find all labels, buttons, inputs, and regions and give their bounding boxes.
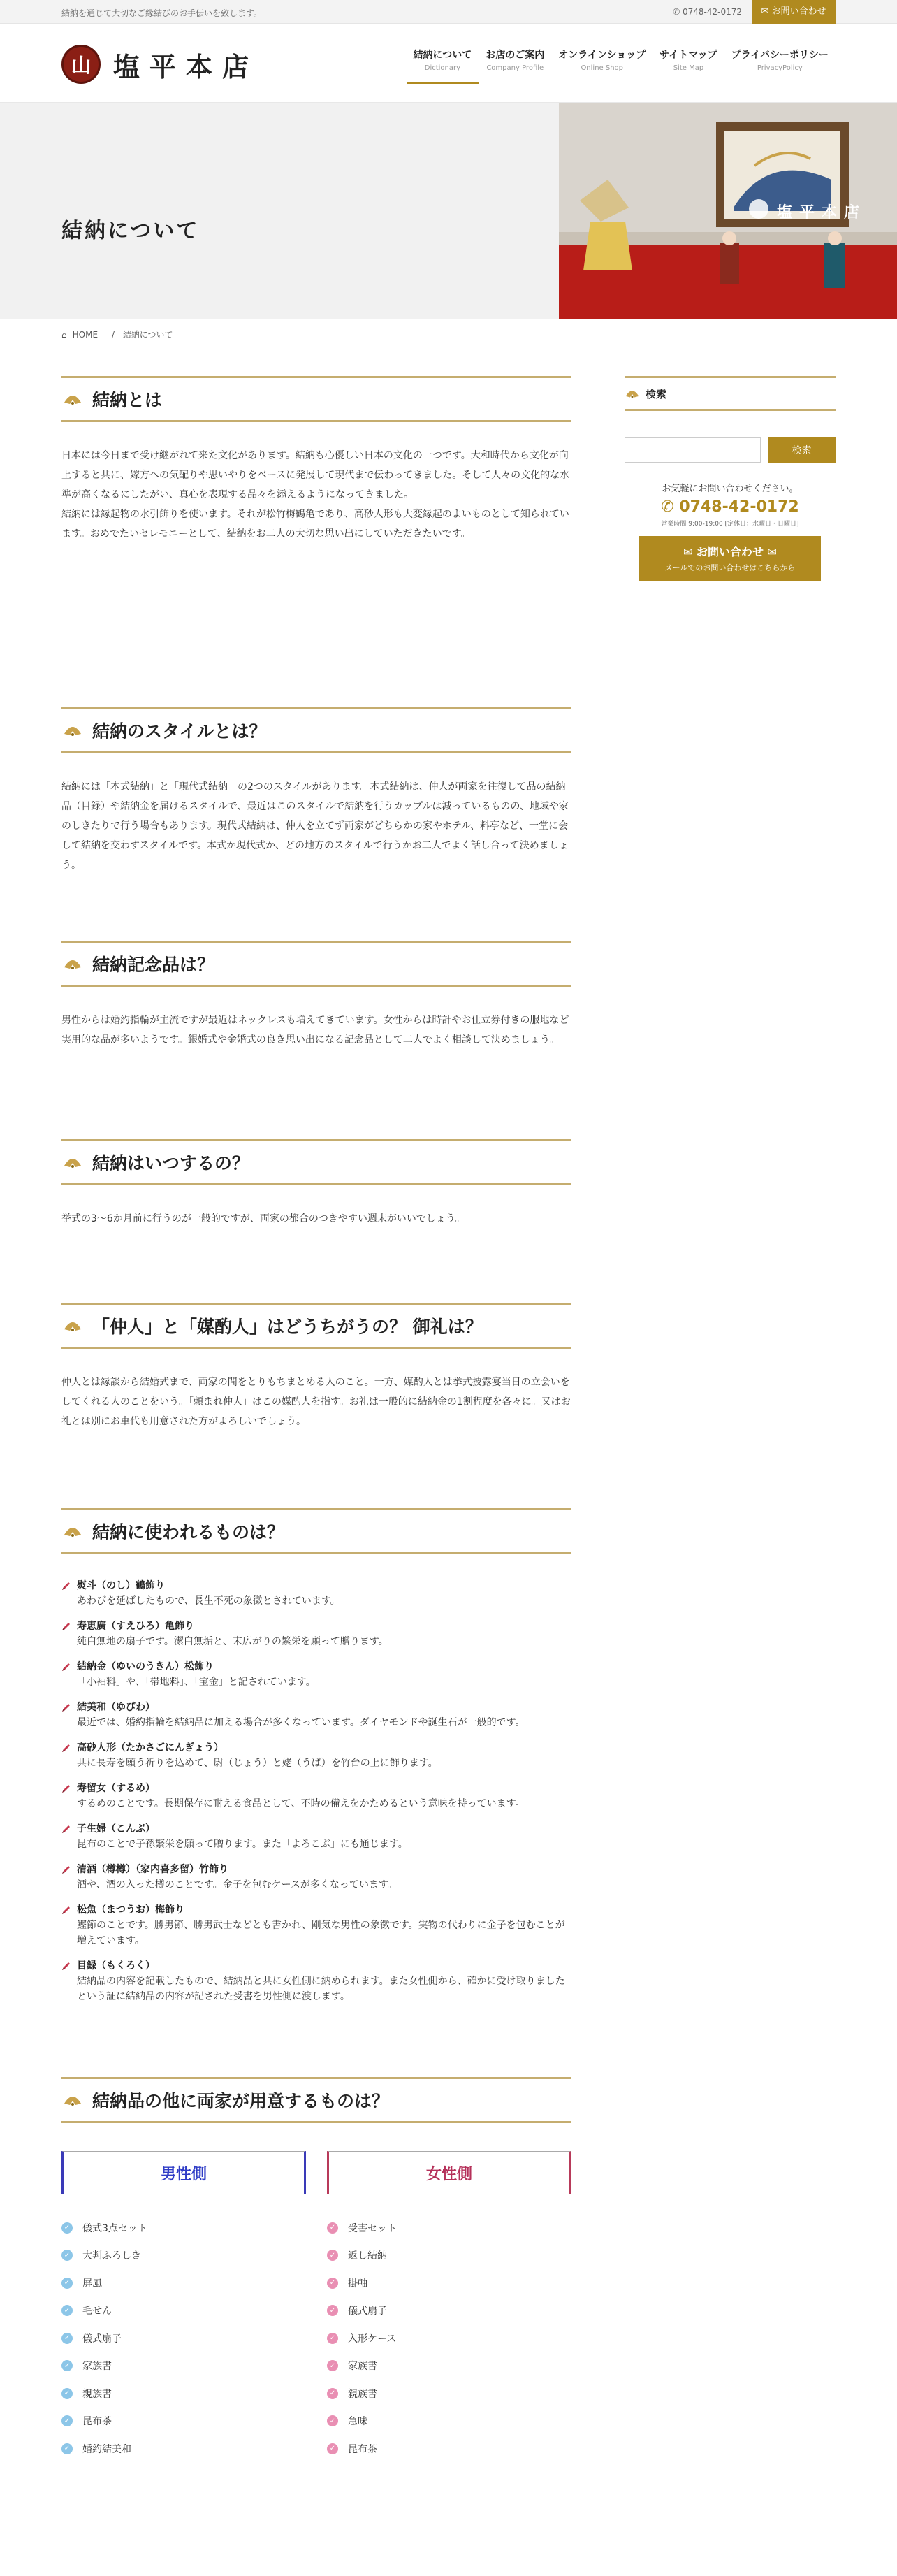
goods-item-desc: 最近では、婚約指輪を結納品に加える場合が多くなっています。ダイヤモンドや誕生石が一般的です。 [77, 1717, 525, 1728]
list-item-label: 大判ふろしき [82, 2250, 141, 2262]
site-header [0, 24, 897, 103]
topbar-phone-number: 0748-42-0172 [682, 7, 742, 17]
goods-item-desc: あわびを延ばしたもので、長生不死の象徴とされています。 [77, 1595, 340, 1607]
search-form [625, 437, 836, 463]
goods-item-title: 寿恵廣（すえひろ）亀飾り [77, 1621, 194, 1632]
site-logo[interactable] [61, 43, 258, 85]
section-title: 結納記念品は？ [92, 955, 215, 975]
search-heading [625, 376, 836, 411]
fan-icon [63, 957, 82, 970]
goods-item [61, 1781, 571, 1811]
home-icon: ⌂ [61, 330, 67, 340]
section-title: 結納品の他に両家が用意するものは？ [92, 2091, 390, 2111]
goods-list [61, 1578, 571, 2004]
contact-button-label: お問い合わせ [696, 545, 764, 558]
goods-item [61, 1862, 571, 1893]
contact-lead: お気軽にお問い合わせください。 [662, 484, 798, 494]
check-icon: ✓ [61, 2388, 73, 2399]
section-text: 結納には「本式結納」と「現代式結納」の2つのスタイルがあります。本式結納は、仲人が両家を往復して品の結納品（目録）や結納金を届けるスタイルで、最近はこのスタイルで結納を行うカップルは減っているものの、地域や家のしきたりで行う場合もあります。現代式結納は、仲人を立てず両家がどちらかの家やホテル、料亭など、一堂に会して結納を交わすスタイルです。本式か現代式か、どの地方のスタイルで行うかお二人でよく話し合って決めましょう。 [61, 781, 569, 871]
main-content [61, 376, 571, 2463]
pen-icon [61, 1821, 77, 1852]
nav-item-label: 結納について [413, 50, 472, 61]
list-item [61, 2269, 306, 2297]
section-heading [61, 1508, 571, 1554]
list-item [327, 2214, 571, 2242]
check-icon: ✓ [61, 2415, 73, 2426]
goods-item [61, 1740, 571, 1771]
section-prepare [61, 2077, 571, 2463]
pen-icon [61, 1700, 77, 1730]
list-item-label: 返し結納 [348, 2250, 387, 2262]
pen-icon [61, 1862, 77, 1893]
contact-button-sublabel: メールでのお問い合わせはこちらから [664, 563, 796, 572]
list-item [61, 2352, 306, 2380]
female-side-label: 女性側 [327, 2151, 571, 2194]
section-title: 結納に使われるものは？ [92, 1522, 285, 1542]
section-title: 結納とは [92, 390, 163, 410]
nav-item-dictionary[interactable] [407, 48, 479, 84]
section-text: 男性からは婚約指輪が主流ですが最近はネックレスも増えてきています。女性からは時計やお仕立券付きの服地など実用的な品が多いようです。銀婚式や金婚式の良き思い出になる記念品として二人でよく相談して決めましょう。 [61, 1015, 569, 1045]
mail-icon: ✉ [764, 545, 777, 558]
female-side [327, 2151, 571, 2463]
fan-icon [625, 389, 640, 398]
pen-icon [61, 1740, 77, 1771]
list-item [61, 2408, 306, 2436]
nav-item-sitemap[interactable] [652, 48, 724, 84]
list-item [61, 2242, 306, 2270]
check-icon: ✓ [61, 2222, 73, 2234]
pen-icon [61, 1958, 77, 2004]
main-nav [407, 48, 836, 84]
check-icon: ✓ [327, 2278, 338, 2289]
list-item-label: 婚約結美和 [82, 2443, 131, 2455]
goods-item-title: 熨斗（のし）鶴飾り [77, 1580, 165, 1591]
list-item [327, 2242, 571, 2270]
list-item-label: 入形ケース [348, 2333, 397, 2345]
hero-photo-logo: 塩平本店 [777, 203, 867, 222]
nav-item-label: オンラインショップ [558, 50, 646, 61]
female-item-list [327, 2214, 571, 2463]
male-side [61, 2151, 306, 2463]
list-item-label: 掛軸 [348, 2278, 367, 2289]
goods-item-title: 結納金（ゆいのうきん）松飾り [77, 1661, 214, 1672]
section-title: 結納のスタイルとは？ [92, 721, 267, 741]
top-bar [0, 0, 897, 24]
phone-icon: ✆ [673, 7, 683, 17]
list-item-label: 儀式3点セット [82, 2222, 147, 2234]
nav-item-sublabel: Company Profile [486, 64, 544, 72]
page-hero [0, 103, 897, 319]
nav-item-privacy[interactable] [724, 48, 836, 84]
section-heading [61, 1139, 571, 1185]
topbar-phone[interactable] [664, 7, 742, 17]
phone-icon: ✆ [661, 498, 680, 516]
male-side-label: 男性側 [61, 2151, 306, 2194]
goods-item-desc: 鰹節のことです。勝男節、勝男武士などとも書かれ、剛気な男性の象徴です。実物の代わりに金子を包むことが増えています。 [77, 1920, 565, 1946]
list-item-label: 親族書 [82, 2388, 112, 2400]
logo-mark-icon: 山 [61, 45, 101, 84]
check-icon: ✓ [61, 2360, 73, 2371]
check-icon: ✓ [327, 2415, 338, 2426]
list-item [327, 2324, 571, 2352]
nav-item-label: プライバシーポリシー [731, 50, 829, 61]
list-item [61, 2435, 306, 2463]
tagline: 結納を通じて大切なご縁結びのお手伝いを致します。 [61, 8, 263, 18]
list-item-label: 儀式扇子 [348, 2306, 387, 2317]
list-item-label: 屏風 [82, 2278, 102, 2289]
goods-item [61, 1659, 571, 1690]
page-title: 結納について [61, 219, 200, 244]
check-icon: ✓ [327, 2250, 338, 2261]
list-item-label: 昆布茶 [82, 2416, 112, 2428]
check-icon: ✓ [61, 2305, 73, 2316]
goods-item-desc: 共に長寿を願う祈りを込めて、尉（じょう）と姥（うば）を竹台の上に飾ります。 [77, 1758, 438, 1769]
logo-text: 塩平本店 [113, 50, 259, 82]
section-title: 「仲人」と「媒酌人」はどうちがうの？ 御礼は？ [92, 1317, 483, 1337]
section-about [61, 376, 571, 619]
male-item-list [61, 2214, 306, 2463]
goods-item-title: 子生婦（こんぶ） [77, 1823, 155, 1835]
mail-icon: ✉ [761, 6, 772, 17]
goods-item [61, 1902, 571, 1948]
section-gift [61, 941, 571, 1069]
fan-icon [63, 1156, 82, 1168]
list-item-label: 毛せん [82, 2306, 112, 2317]
section-heading [61, 1303, 571, 1349]
check-icon: ✓ [61, 2443, 73, 2454]
check-icon: ✓ [327, 2305, 338, 2316]
nav-item-label: お店のご案内 [486, 50, 545, 61]
pen-icon [61, 1902, 77, 1948]
check-icon: ✓ [61, 2333, 73, 2344]
pen-icon [61, 1781, 77, 1811]
breadcrumb-home-label: HOME [72, 330, 99, 340]
topbar-contact-button[interactable] [752, 0, 836, 24]
fan-icon [63, 2094, 82, 2106]
list-item [327, 2269, 571, 2297]
goods-item-desc: 昆布のことで子孫繁栄を願って贈ります。また「よろこぶ」にも通じます。 [77, 1839, 408, 1850]
check-icon: ✓ [327, 2443, 338, 2454]
nav-item-sublabel: Dictionary [424, 64, 461, 72]
list-item-label: 家族書 [82, 2361, 112, 2373]
sidebar-contact [625, 481, 836, 581]
contact-phone-number: 0748-42-0172 [679, 498, 799, 516]
check-icon: ✓ [61, 2278, 73, 2289]
goods-item-desc: 結納品の内容を記載したもので、結納品と共に女性側に納められます。また女性側から、確かに受け取りましたという証に結納品の内容が記された受書を男性側に渡します。 [77, 1976, 565, 2002]
goods-item [61, 1578, 571, 1609]
list-item-label: 親族書 [348, 2388, 377, 2400]
section-when [61, 1139, 571, 1229]
list-item [61, 2380, 306, 2408]
breadcrumb [0, 319, 897, 350]
fan-icon [63, 393, 82, 405]
sidebar-contact-button[interactable] [639, 536, 821, 581]
section-title: 結納はいつするの？ [92, 1153, 250, 1173]
list-item [327, 2435, 571, 2463]
section-style [61, 707, 571, 875]
section-heading [61, 2077, 571, 2123]
mail-icon: ✉ [683, 545, 697, 558]
fan-icon [63, 724, 82, 737]
goods-item-desc: 酒や、酒の入った樽のことです。金子を包むケースが多くなっています。 [77, 1879, 398, 1890]
prepare-columns [61, 2151, 571, 2463]
goods-item-desc: 純白無地の扇子です。潔白無垢と、末広がりの繁栄を願って贈ります。 [77, 1636, 388, 1647]
pen-icon [61, 1659, 77, 1690]
list-item [61, 2324, 306, 2352]
goods-item-title: 寿留女（するめ） [77, 1783, 155, 1794]
search-input[interactable] [625, 437, 761, 463]
section-heading [61, 941, 571, 987]
business-hours: 営業時間 9:00-19:00 [定休日：水曜日・日曜日] [661, 521, 799, 528]
list-item [327, 2408, 571, 2436]
goods-item [61, 1958, 571, 2004]
breadcrumb-current: 結納について [122, 330, 173, 340]
fan-icon [63, 1319, 82, 1332]
list-item [327, 2352, 571, 2380]
search-button[interactable]: 検索 [768, 437, 836, 463]
breadcrumb-home[interactable] [61, 330, 103, 340]
hero-photo [559, 103, 897, 319]
section-goods [61, 1508, 571, 2004]
list-item-label: 昆布茶 [348, 2443, 377, 2455]
nav-item-sublabel: PrivacyPolicy [757, 64, 803, 72]
goods-item [61, 1821, 571, 1852]
goods-item [61, 1700, 571, 1730]
section-nakodo [61, 1303, 571, 1431]
check-icon: ✓ [61, 2250, 73, 2261]
goods-item-title: 清酒（樽樽）（家内喜多留）竹飾り [77, 1864, 228, 1875]
list-item-label: 受書セット [348, 2222, 397, 2234]
check-icon: ✓ [327, 2333, 338, 2344]
goods-item-title: 目録（もくろく） [77, 1960, 155, 1971]
section-heading [61, 707, 571, 753]
check-icon: ✓ [327, 2222, 338, 2234]
list-item-label: 急味 [348, 2416, 367, 2428]
nav-item-sublabel: Online Shop [581, 64, 624, 72]
goods-item-title: 高砂人形（たかさごにんぎょう） [77, 1742, 224, 1753]
nav-item-label: サイトマップ [659, 50, 717, 61]
list-item [61, 2297, 306, 2325]
section-heading [61, 376, 571, 422]
list-item-label: 家族書 [348, 2361, 377, 2373]
nav-item-online-shop[interactable] [551, 48, 652, 84]
search-heading-label: 検索 [646, 387, 667, 400]
list-item [327, 2380, 571, 2408]
topbar-contact-label: お問い合わせ [771, 6, 826, 17]
list-item [327, 2297, 571, 2325]
goods-item-title: 松魚（まつうお）梅飾り [77, 1904, 184, 1916]
goods-item-title: 結美和（ゆびわ） [77, 1702, 155, 1713]
goods-item [61, 1619, 571, 1649]
check-icon: ✓ [327, 2388, 338, 2399]
section-text: 挙式の3〜6か月前に行うのが一般的ですが、両家の都合のつきやすい週末がいいでしょう。 [61, 1213, 465, 1224]
section-text: 仲人とは縁談から結婚式まで、両家の間をとりもちまとめる人のこと。一方、媒酌人とは挙式披露宴当日の立会いをしてくれる人のことをいう。「頼まれ仲人」はこの媒酌人を指す。お礼は一般的に結納金の1割程度を各々に。又はお礼とは別にお車代も用意された方がよろしいでしょう。 [61, 1377, 571, 1427]
list-item [61, 2214, 306, 2242]
sidebar [625, 376, 836, 581]
nav-item-company[interactable] [479, 48, 551, 84]
goods-item-desc: するめのことです。長期保存に耐える食品として、不時の備えをかためるという意味を持っています。 [77, 1798, 525, 1809]
list-item-label: 儀式扇子 [82, 2333, 122, 2345]
pen-icon [61, 1578, 77, 1609]
goods-item-desc: 「小袖料」や、「帯地料」、「宝金」と記されています。 [77, 1677, 316, 1688]
nav-item-sublabel: Site Map [673, 64, 704, 72]
check-icon: ✓ [327, 2360, 338, 2371]
contact-phone[interactable] [625, 498, 836, 516]
fan-icon [63, 1525, 82, 1537]
pen-icon [61, 1619, 77, 1649]
section-text: 日本には今日まで受け継がれて来た文化があります。結納も心優しい日本の文化の一つです。大和時代から文化が向上すると共に、嫁方への気配りや思いやりをベースに発展して現代まで伝わってきました。そして人々の文化的な水準が高くなるにしたがい、真心を表現する品々を添えるようになってきました。 結納には縁起物の水引飾りを使います。それが松竹梅鶴亀であり、高砂人形も大変縁起のよいものとして知られています。おめでたいセレモニーとして、結納をお二人の大切な思い出にしていただきたいです。 [61, 450, 570, 540]
breadcrumb-separator: / [111, 330, 115, 340]
